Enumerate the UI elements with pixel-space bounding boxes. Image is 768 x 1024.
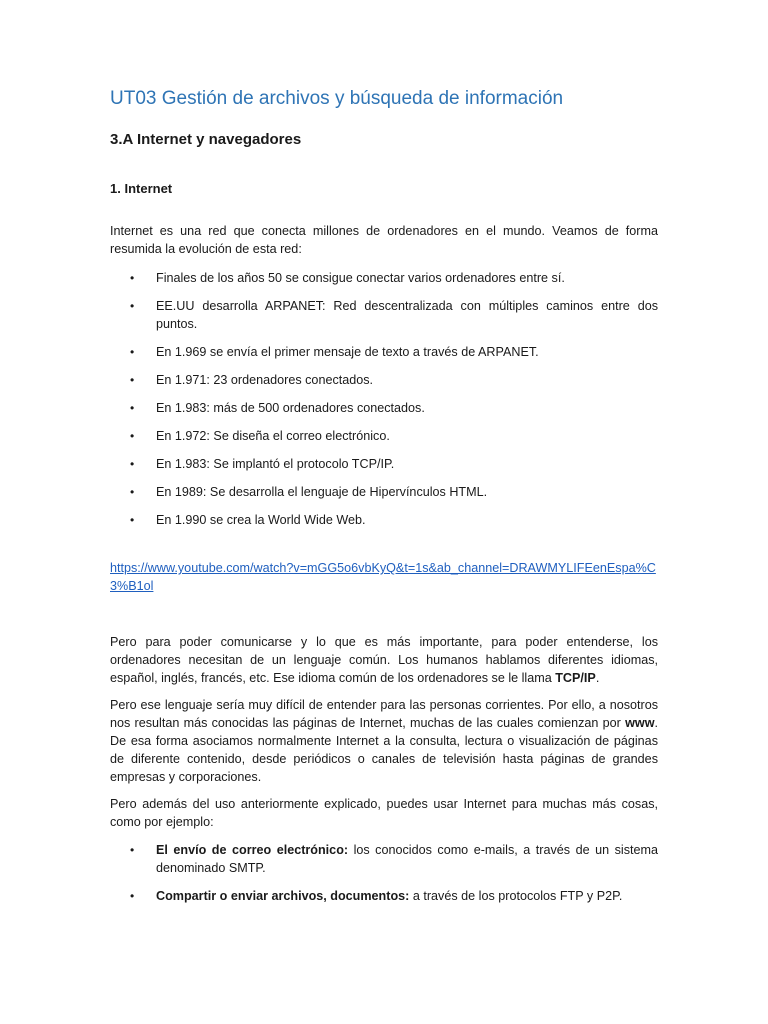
timeline-item-text: En 1.983: Se implantó el protocolo TCP/IP.: [156, 457, 395, 471]
timeline-item-text: En 1.972: Se diseña el correo electrónico.: [156, 429, 390, 443]
video-link[interactable]: https://www.youtube.com/watch?v=mGG5o6vbKyQ&t=1s&ab_channel=DRAWMYLIFEenEspa%C3%B1ol: [110, 561, 656, 593]
use-item-title: Compartir o enviar archivos, documentos:: [156, 889, 410, 903]
timeline-item-text: En 1.990 se crea la World Wide Web.: [156, 513, 366, 527]
bullet-icon: •: [130, 345, 135, 359]
www-term: www: [625, 716, 655, 730]
paragraph-www-text: Pero ese lenguaje sería muy difícil de entender para las personas corrientes. Por ello, a nosotros nos resultan más conocidas las páginas de Internet, muchas de las cuales comienzan por: [110, 698, 658, 730]
paragraph-tcpip: [110, 633, 658, 687]
bullet-icon: •: [130, 843, 135, 857]
timeline-item: [110, 399, 658, 417]
timeline-item: [110, 371, 658, 389]
paragraph-www-end: . De esa forma asociamos normalmente Internet a la consulta, lectura o visualización de páginas de diferente contenido, desde periódicos o canales de televisión hasta páginas de grandes empresas y corporaciones.: [110, 716, 658, 784]
bullet-icon: •: [130, 889, 135, 903]
bullet-icon: •: [130, 485, 135, 499]
timeline-item-text: En 1.983: más de 500 ordenadores conectados.: [156, 401, 425, 415]
timeline-item-text: En 1.969 se envía el primer mensaje de texto a través de ARPANET.: [156, 345, 539, 359]
timeline-item: [110, 483, 658, 501]
use-item: [110, 887, 658, 905]
video-link-block: [110, 559, 658, 595]
timeline-item-text: En 1.971: 23 ordenadores conectados.: [156, 373, 374, 387]
timeline-list: [110, 269, 658, 529]
uses-list: [110, 841, 658, 905]
bullet-icon: •: [130, 299, 135, 313]
use-item-title: El envío de correo electrónico:: [156, 843, 349, 857]
timeline-item: [110, 455, 658, 473]
paragraph-www: [110, 696, 658, 786]
section-heading: 3.A Internet y navegadores: [110, 131, 302, 148]
bullet-icon: •: [130, 457, 135, 471]
bullet-icon: •: [130, 271, 135, 285]
intro-paragraph: Internet es una red que conecta millones de ordenadores en el mundo. Veamos de forma resumida la evolución de esta red:: [110, 224, 658, 256]
use-item: [110, 841, 658, 877]
timeline-item-text: En 1989: Se desarrolla el lenguaje de Hipervínculos HTML.: [156, 485, 488, 499]
timeline-item: [110, 343, 658, 361]
use-item-text: los conocidos como e-mails, a través de un sistema denominado SMTP.: [156, 843, 658, 875]
paragraph-uses: Pero además del uso anteriormente explicado, puedes usar Internet para muchas más cosas, como por ejemplo:: [110, 797, 658, 829]
bullet-icon: •: [130, 401, 135, 415]
bullet-icon: •: [130, 513, 135, 527]
timeline-item: [110, 269, 658, 287]
timeline-item: [110, 511, 658, 529]
timeline-item-text: Finales de los años 50 se consigue conectar varios ordenadores entre sí.: [156, 271, 565, 285]
tcpip-term: TCP/IP: [555, 671, 596, 685]
bullet-icon: •: [130, 429, 135, 443]
timeline-item-text: EE.UU desarrolla ARPANET: Red descentralizada con múltiples caminos entre dos puntos.: [156, 299, 658, 331]
document-page: [110, 84, 658, 915]
paragraph-tcpip-text: Pero para poder comunicarse y lo que es más importante, para poder entenderse, los ordenadores necesitan de un lenguaje común. Los humanos hablamos diferentes idiomas, español, inglés, francés, etc. Ese idioma común de los ordenadores se le llama: [110, 635, 658, 685]
subsection-heading: 1. Internet: [110, 181, 173, 196]
timeline-item: [110, 427, 658, 445]
timeline-item: [110, 297, 658, 333]
paragraph-tcpip-end: .: [595, 671, 600, 685]
bullet-icon: •: [130, 373, 135, 387]
page-title: UT03 Gestión de archivos y búsqueda de información: [110, 88, 564, 109]
use-item-text: a través de los protocolos FTP y P2P.: [409, 889, 623, 903]
